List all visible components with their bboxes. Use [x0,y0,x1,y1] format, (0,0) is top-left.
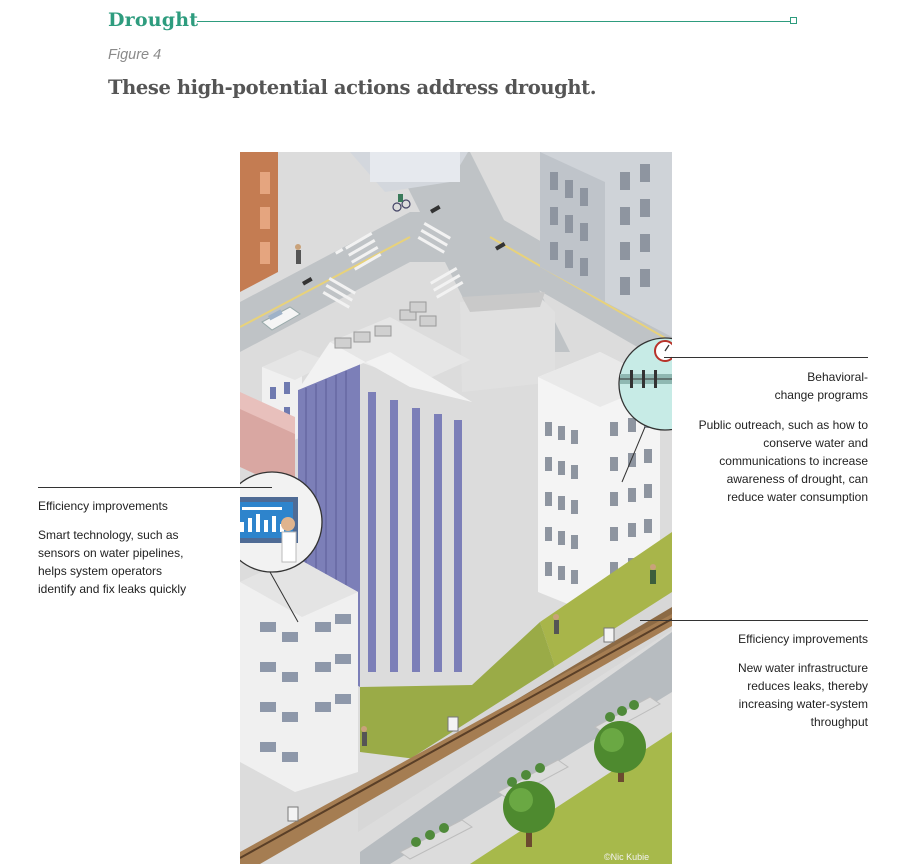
left-callout-leader [38,487,272,488]
figure-title: These high-potential actions address drought. [108,76,597,99]
left-callout-body: Smart technology, such as sensors on water pipelines, helps system operators identify and fix leaks quickly [38,528,187,596]
section-rule [197,21,791,22]
right-bottom-callout-title: Efficiency improvements [738,632,868,646]
right-top-callout-leader [664,357,868,358]
city-illustration [240,152,672,864]
section-rule-end-marker [790,17,797,24]
right-top-callout-body: Public outreach, such as how to conserve water and communications to increase awareness of drought, can reduce water consumption [698,418,868,504]
section-label: Drought [108,9,199,31]
left-callout-title: Efficiency improvements [38,499,168,513]
illustration-credit: ©Nic Kubie [604,852,650,862]
right-bottom-callout-leader [640,620,868,621]
figure-label: Figure 4 [108,47,162,63]
right-bottom-callout-body: New water infrastructure reduces leaks, thereby increasing water-system throughput [737,661,868,729]
right-top-callout-title: Behavioral- change programs [774,370,868,402]
